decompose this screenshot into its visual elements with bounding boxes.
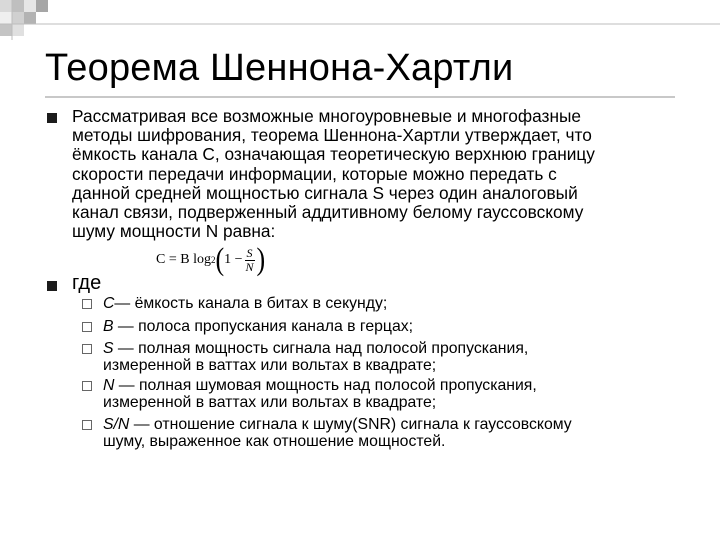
formula-open-paren: ( xyxy=(215,242,225,277)
definition-item: N — полная шумовая мощность над полосой пропускания, измеренной в ваттах или вольтах в квадрате; xyxy=(103,377,537,411)
header-decoration xyxy=(0,0,720,40)
formula-close-paren: ) xyxy=(256,242,266,277)
hollow-bullet-icon xyxy=(82,322,92,332)
definition-item: C— ёмкость канала в битах в секунду; xyxy=(103,295,388,312)
shannon-formula xyxy=(156,242,265,278)
formula-one-plus: 1 − xyxy=(224,252,243,267)
bullet-square-icon xyxy=(47,113,57,123)
slide-title: Теорема Шеннона-Хартли xyxy=(45,47,514,89)
where-label: где xyxy=(72,272,102,294)
hollow-bullet-icon xyxy=(82,420,92,430)
formula-numerator: S xyxy=(246,245,253,260)
title-divider xyxy=(45,96,675,98)
definition-item: S/N — отношение сигнала к шуму(SNR) сигнала к гауссовскому шуму, выраженное как отношение мощностей. xyxy=(103,416,572,450)
main-paragraph: Рассматривая все возможные многоуровневые и многофазные методы шифрования, теорема Шеннона-Хартли утверждает, что ёмкость канала C, означающая теоретическую верхнюю границу скорости передачи информации, которые можно передать с данной средней мощностью сигнала S через один аналоговый канал связи, подверженный аддитивному белому гауссовскому шуму мощности N равна: xyxy=(72,106,595,242)
definition-item: S — полная мощность сигнала над полосой пропускания, измеренной в ваттах или вольтах в квадрате; xyxy=(103,340,529,374)
hollow-bullet-icon xyxy=(82,299,92,309)
formula-denominator: N xyxy=(245,259,254,274)
hollow-bullet-icon xyxy=(82,381,92,391)
formula-fraction xyxy=(245,247,255,274)
formula-log-base: 2 xyxy=(210,255,216,265)
bullet-square-icon xyxy=(47,281,57,291)
definition-item: B — полоса пропускания канала в герцах; xyxy=(103,318,414,335)
hollow-bullet-icon xyxy=(82,344,92,354)
formula-lhs: C = B log xyxy=(156,252,211,267)
